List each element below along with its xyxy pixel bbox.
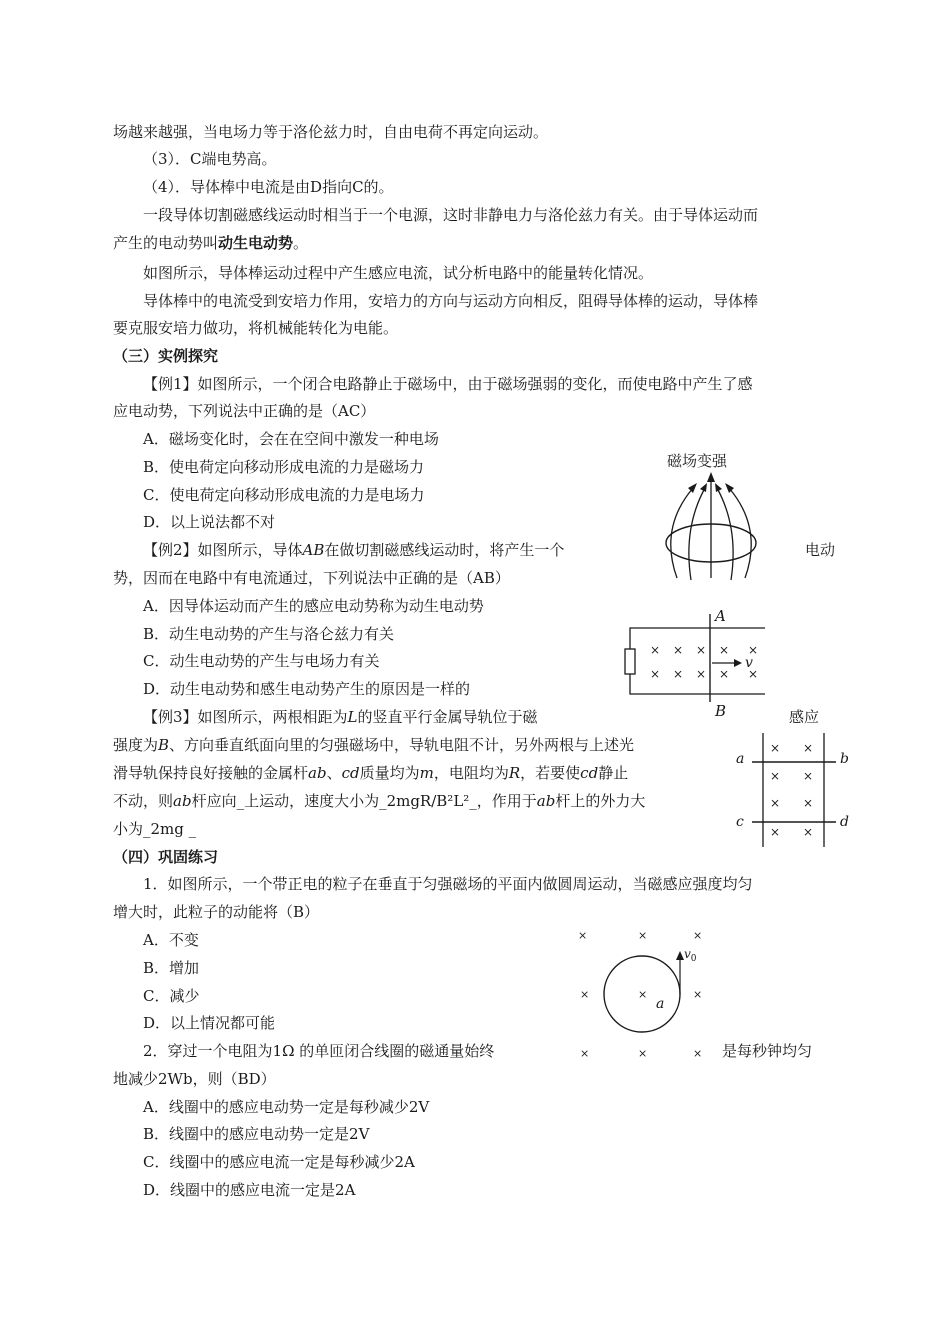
field-cross-icon: ×	[719, 667, 730, 681]
ex1-option-d: D．以上说法都不对	[143, 513, 276, 531]
ex3-line-1-end: 感应	[789, 708, 820, 726]
field-cross-icon: ×	[803, 825, 814, 839]
ex1-option-c: C．使电荷定向移动形成电流的力是电场力	[143, 486, 425, 504]
ex1-line-1: 【例1】如图所示，一个闭合电路静止于磁场中，由于磁场强弱的变化，而使电路中产生了感	[143, 375, 753, 393]
ex2-line-2: 势，因而在电路中有电流通过，下列说法中正确的是（AB）	[113, 569, 510, 587]
arrow-icon	[715, 483, 722, 492]
field-cross-icon: ×	[673, 667, 684, 681]
field-cross-icon: ×	[696, 667, 707, 681]
q1-label-v0	[684, 947, 697, 964]
intro-line-2: （3）．C端电势高。	[143, 150, 277, 168]
intro-line-5-a: 产生的电动势	[113, 234, 204, 252]
q1-option-c: C．减少	[143, 987, 200, 1005]
ex3-line-3-b: 、	[326, 764, 342, 782]
field-line-left-inner	[689, 488, 705, 580]
field-cross-icon: ×	[770, 825, 781, 839]
ex3-var-r: R	[508, 764, 521, 782]
ex2-line-1-a: 【例2】如图所示，导体	[143, 541, 303, 559]
ex2-label-a: A	[715, 607, 726, 625]
ex3-line-4-c: 杆上的外力大	[555, 792, 646, 810]
field-line-right-inner	[717, 488, 733, 580]
q2-line-2: 地减少2Wb，则（BD）	[113, 1070, 276, 1088]
field-cross-icon: ×	[673, 643, 684, 657]
q2-line-1-end: 是每秒钟均匀	[722, 1042, 813, 1060]
q2-option-b: B．线圈中的感应电动势一定是2V	[143, 1125, 370, 1143]
ex3-line-1-a: 【例3】如图所示，两根相距为	[143, 708, 348, 726]
ex3-label-d: d	[840, 814, 849, 830]
section-title-3: （三）实例探究	[113, 347, 219, 365]
ex3-label-b: b	[840, 751, 849, 767]
q2-option-a: A．线圈中的感应电动势一定是每秒减少2V	[143, 1098, 430, 1116]
q1-option-a: A．不变	[143, 931, 199, 949]
ex3-line-4	[113, 791, 645, 811]
ex1-figure-label: 磁场变强	[667, 452, 728, 470]
ex1-line-2: 应电动势，下列说法中正确的是（AC）	[113, 402, 376, 420]
ex2-option-a: A．因导体运动而产生的感应电动势称为动生电动势	[143, 597, 484, 615]
field-cross-icon: ×	[748, 667, 759, 681]
field-cross-icon: ×	[693, 929, 703, 942]
intro-line-6: 如图所示，导体棒运动过程中产生感应电流，试分析电路中的能量转化情况。	[143, 264, 654, 282]
arrow-right-icon	[734, 659, 742, 667]
arrow-up-icon	[676, 951, 684, 960]
ex3-line-1	[143, 707, 538, 727]
ex2-line-1-end: 电动	[805, 541, 836, 559]
field-cross-icon: ×	[696, 643, 707, 657]
field-cross-icon: ×	[650, 643, 661, 657]
q2-line-1: 2．穿过一个电阻为1Ω 的单匝闭合线圈的磁通量始终	[143, 1042, 495, 1060]
ex3-label-a: a	[736, 751, 745, 767]
field-cross-icon: ×	[578, 929, 588, 942]
intro-line-5-b: 叫	[203, 234, 219, 252]
field-cross-icon: ×	[693, 1047, 703, 1060]
q1-figure-circular-motion	[570, 925, 715, 1065]
arrow-icon	[700, 483, 707, 492]
arrow-up-icon	[707, 472, 715, 482]
field-cross-icon: ×	[650, 667, 661, 681]
ex2-var-ab: AB	[302, 541, 325, 559]
ex3-var-m: m	[419, 764, 434, 782]
ex1-option-b: B．使电荷定向移动形成电流的力是磁场力	[143, 458, 425, 476]
field-cross-icon: ×	[638, 1047, 648, 1060]
field-cross-icon: ×	[803, 796, 814, 810]
ex3-line-3-e: ，若要使	[520, 764, 581, 782]
ex3-var-b: B	[158, 736, 170, 754]
q1-line-2: 增大时，此粒子的动能将（B）	[113, 903, 320, 921]
ex2-label-v: v	[745, 655, 753, 671]
field-cross-icon: ×	[638, 988, 648, 1001]
intro-line-5	[113, 233, 308, 253]
ex3-line-2	[113, 735, 634, 755]
ex3-line-3	[113, 763, 628, 783]
field-cross-icon: ×	[803, 741, 814, 755]
ex3-line-1-b: 的竖直平行金属导轨位于磁	[357, 708, 538, 726]
q1-line-1: 1．如图所示，一个带正电的粒子在垂直于匀强磁场的平面内做圆周运动，当磁感应强度均匀	[143, 875, 753, 893]
ex1-figure-magnet-field	[655, 448, 765, 588]
field-cross-icon: ×	[638, 929, 648, 942]
ex3-var-l: L	[347, 708, 358, 726]
ex2-line-1	[143, 540, 564, 560]
ex2-figure-sliding-rod	[620, 606, 770, 720]
intro-line-1: 场越来越强，当电场力等于洛伦兹力时，自由电荷不再定向运动。	[113, 123, 549, 141]
ex2-label-b: B	[715, 702, 727, 720]
ex2-option-d: D．动生电动势和感生电动势产生的原因是一样的	[143, 680, 471, 698]
field-cross-icon: ×	[693, 988, 703, 1001]
field-cross-icon: ×	[580, 1047, 590, 1060]
ex3-var-cd-2: cd	[580, 764, 599, 782]
ex3-line-5: 小为_2mg _	[113, 820, 197, 838]
ex3-line-3-c: 质量均为	[359, 764, 420, 782]
ex1-option-a: A．磁场变化时，会在在空间中激发一种电场	[143, 430, 439, 448]
q1-label-v: v	[684, 947, 691, 961]
field-cross-icon: ×	[770, 741, 781, 755]
ex3-line-3-f: 静止	[598, 764, 629, 782]
ex3-figure-vertical-rails	[730, 730, 855, 850]
ex3-line-3-a: 滑导轨保持良好接触的金属杆	[113, 764, 309, 782]
q2-option-c: C．线圈中的感应电流一定是每秒减少2A	[143, 1153, 415, 1171]
intro-line-3: （4）．导体棒中电流是由D指向C的。	[143, 178, 394, 196]
ex3-line-4-a: 不动，则	[113, 792, 174, 810]
intro-line-4: 一段导体切割磁感线运动时相当于一个电源，这时非静电力与洛伦兹力有关。由于导体运动而	[143, 206, 759, 224]
ex3-var-cd: cd	[341, 764, 360, 782]
ex3-var-ab-2: ab	[173, 792, 192, 810]
field-cross-icon: ×	[770, 769, 781, 783]
section-title-4: （四）巩固练习	[113, 848, 219, 866]
intro-line-8: 要克服安培力做功，将机械能转化为电能。	[113, 319, 399, 337]
q1-option-b: B．增加	[143, 959, 200, 977]
ex3-label-c: c	[736, 814, 744, 830]
field-cross-icon: ×	[748, 643, 759, 657]
ex2-option-b: B．动生电动势的产生与洛仑兹力有关	[143, 625, 395, 643]
ex3-line-4-b: 杆应向_上运动，速度大小为_2mgR/B²L²_，作用于	[191, 792, 537, 810]
field-cross-icon: ×	[580, 988, 590, 1001]
field-cross-icon: ×	[770, 796, 781, 810]
ex2-line-1-b: 在做切割磁感线运动时，将产生一个	[324, 541, 565, 559]
field-cross-icon: ×	[719, 643, 730, 657]
ex2-option-c: C．动生电动势的产生与电场力有关	[143, 652, 380, 670]
intro-line-7: 导体棒中的电流受到安培力作用，安培力的方向与运动方向相反，阻碍导体棒的运动，导体棒	[143, 292, 759, 310]
ex3-line-2-a: 强度为	[113, 736, 159, 754]
ex3-var-ab: ab	[308, 764, 327, 782]
q1-label-a: a	[656, 996, 665, 1012]
intro-line-5-d: 。	[293, 234, 309, 252]
resistor	[625, 649, 635, 674]
term-motional-emf: 动生电动势	[218, 234, 294, 252]
q1-option-d: D．以上情况都可能	[143, 1014, 276, 1032]
ex3-line-2-b: 、方向垂直纸面向里的匀强磁场中，导轨电阻不计，另外两根与上述光	[169, 736, 635, 754]
q1-label-v-sub: 0	[690, 954, 697, 964]
ex3-var-ab-3: ab	[536, 792, 556, 810]
q2-option-d: D．线圈中的感应电流一定是2A	[143, 1181, 356, 1199]
ex3-line-3-d: ，电阻均为	[433, 764, 509, 782]
field-cross-icon: ×	[803, 769, 814, 783]
